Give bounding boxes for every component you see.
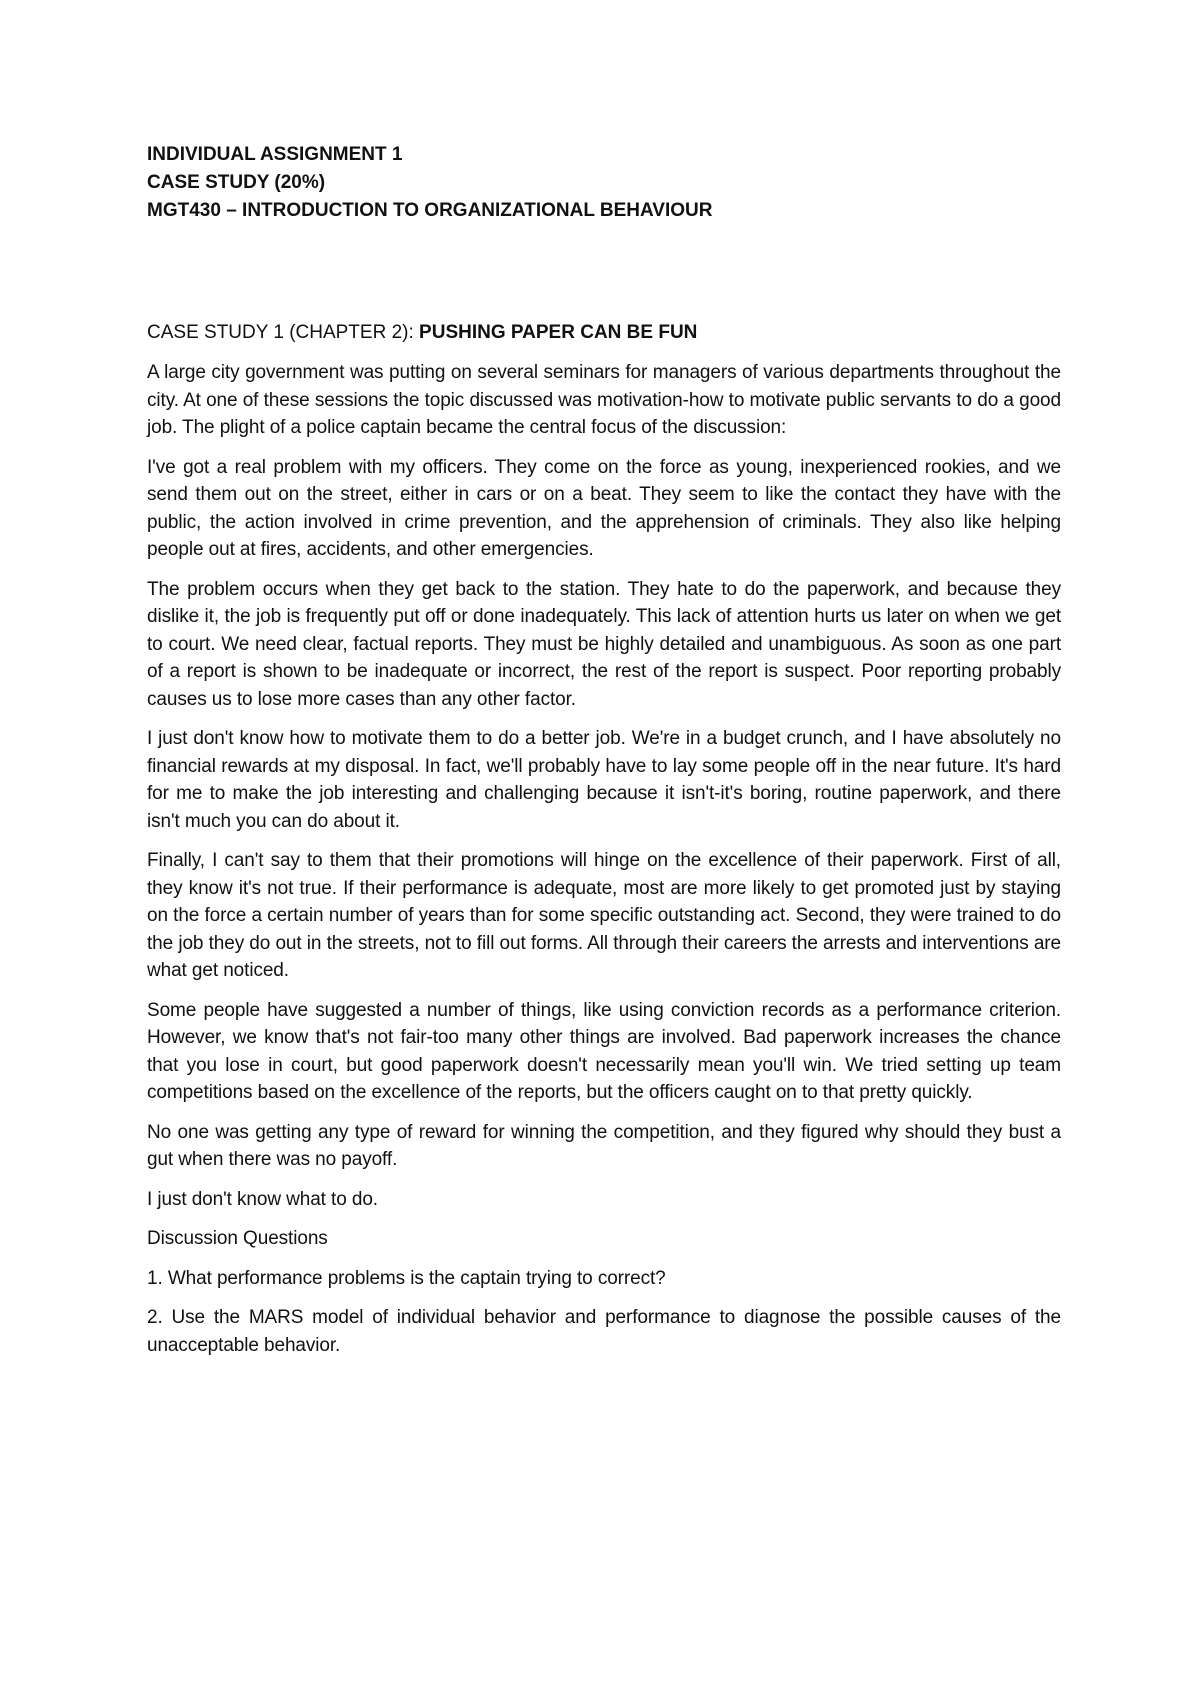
document-page [147,141,1061,1359]
discussion-heading: Discussion Questions [147,1228,328,1249]
paragraph-problem: The problem occurs when they get back to the station. They hate to do the paperwork, and because they dislike it, the job is frequently put off or done inadequately. This lack of attention hurts us later on when we get to court. We need clear, factual reports. They must be highly detailed and unambiguous. As soon as one part of a report is shown to be inadequate or incorrect, the rest of the report is suspect. Poor reporting probably causes us to lose more cases than any other factor. [147,578,1061,710]
case-study-label: CASE STUDY 1 (CHAPTER 2): [147,322,420,343]
paragraph-promotions: Finally, I can't say to them that their promotions will hinge on the excellence of their paperwork. First of all, they know it's not true. If their performance is adequate, most are more likely to get promoted just by staying on the force a certain number of years than for some specific outstanding act. Second, they were trained to do the job they do out in the streets, not to fill out forms. All through their careers the arrests and interventions are what get noticed. [147,850,1061,981]
course-title: MGT430 – INTRODUCTION TO ORGANIZATIONAL BEHAVIOUR [147,200,713,221]
paragraph-motivation: I just don't know how to motivate them to do a better job. We're in a budget crunch, and I have absolutely no financial rewards at my disposal. In fact, we'll probably have to lay some people off in the near future. It's hard for me to make the job interesting and challenging because it isn't-it's boring, routine paperwork, and there isn't much you can do about it. [147,728,1061,832]
assignment-header [147,141,1061,225]
paragraph-officers: I've got a real problem with my officers. They come on the force as young, inexperienced rookies, and we send them out on the street, either in cars or on a beat. They seem to like the contact they have with the public, the action involved in crime prevention, and the apprehension of criminals. They also like helping people out at fires, accidents, and other emergencies. [147,456,1061,560]
case-study-title: PUSHING PAPER CAN BE FUN [419,322,698,343]
assignment-weight: CASE STUDY (20%) [147,172,326,193]
case-study-heading [147,319,1061,347]
paragraph-closing: I just don't know what to do. [147,1188,378,1210]
paragraph-competition: No one was getting any type of reward for winning the competition, and they figured why should they bust a gut when there was no payoff. [147,1121,1061,1170]
paragraph-suggestions: Some people have suggested a number of things, like using conviction records as a performance criterion. However, we know that's not fair-too many other things are involved. Bad paperwork increases the chance that you lose in court, but good paperwork doesn't necessarily mean you'll win. We tried setting up team competitions based on the excellence of the reports, but the officers caught on to that pretty quickly. [147,999,1061,1103]
discussion-question-2: 2. Use the MARS model of individual behavior and performance to diagnose the possible causes of the unacceptable behavior. [147,1307,1061,1356]
paragraph-intro: A large city government was putting on several seminars for managers of various departments throughout the city. At one of these sessions the topic discussed was motivation-how to motivate public servants to do a good job. The plight of a police captain became the central focus of the discussion: [147,362,1061,438]
discussion-question-1: 1. What performance problems is the captain trying to correct? [147,1267,666,1289]
assignment-title: INDIVIDUAL ASSIGNMENT 1 [147,144,403,165]
